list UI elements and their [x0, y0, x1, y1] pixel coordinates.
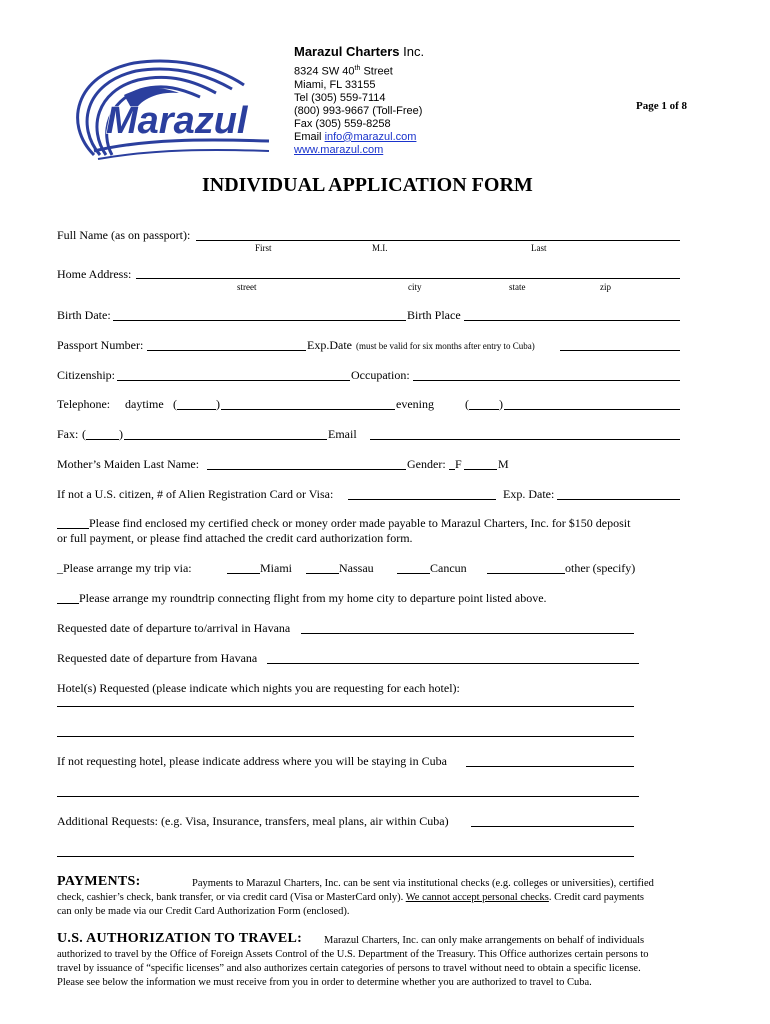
home-address-field[interactable] [136, 278, 680, 279]
phone-fax: Fax (305) 559-8258 [294, 117, 391, 130]
birth-date-field[interactable] [113, 320, 406, 321]
alien-exp-label: Exp. Date: [503, 487, 555, 501]
depart-to-havana-label: Requested date of departure to/arrival in Havana [57, 621, 291, 635]
payments-text-b: check, cashier’s check, bank transfer, or via credit card (Visa or MasterCard only). We cannot accept personal checks. Credit card payments [57, 892, 644, 903]
address-street: 8324 SW 40th Street [294, 65, 393, 78]
trip-miami-blank[interactable] [227, 573, 260, 574]
evening-area-field[interactable] [469, 409, 499, 410]
trip-miami-label: Miami [260, 561, 292, 575]
depart-from-havana-label: Requested date of departure from Havana [57, 651, 258, 665]
fax-area-close: ) [119, 427, 123, 441]
exp-date-note: (must be valid for six months after entry to Cuba) [356, 341, 535, 351]
authorization-text-b: authorized to travel by the Office of Foreign Assets Control of the U.S. Department of the Treasury. This Office authorizes certain persons to [57, 949, 649, 960]
name-first-hint: First [255, 243, 272, 253]
additional-field[interactable] [471, 826, 634, 827]
payments-text-a: Payments to Marazul Charters, Inc. can be sent via institutional checks (e.g. colleges or universities), certified [192, 878, 654, 889]
authorization-text-d: Please see below the information we must receive from you in order to determine whether you are authorized to travel to Cuba. [57, 977, 592, 988]
depart-to-havana-field[interactable] [301, 633, 634, 634]
passport-number-label: Passport Number: [57, 338, 144, 352]
maiden-name-label: Mother’s Maiden Last Name: [57, 457, 200, 471]
company-contact-block [294, 44, 424, 157]
company-name: Marazul Charters Inc. [294, 44, 425, 59]
email-field[interactable] [370, 439, 680, 440]
full-name-field[interactable] [196, 240, 680, 241]
passport-number-field[interactable] [147, 350, 306, 351]
website-link[interactable]: www.marazul.com [294, 143, 384, 156]
wave-logo-icon [54, 55, 276, 170]
maiden-name-field[interactable] [207, 469, 406, 470]
payments-heading: PAYMENTS: [57, 874, 141, 889]
evening-label: evening [396, 397, 434, 411]
email-line: Email info@marazul.com [294, 130, 417, 143]
hotels-field-2[interactable] [57, 736, 634, 737]
hotels-label: Hotel(s) Requested (please indicate which nights you are requesting for each hotel): [57, 681, 460, 695]
authorization-text-a: Marazul Charters, Inc. can only make arrangements on behalf of individuals [324, 935, 645, 946]
gender-label: Gender: [407, 457, 446, 471]
alien-reg-field[interactable] [348, 499, 496, 500]
payment-statement-line1: Please find enclosed my certified check or money order made payable to Marazul Charters, Inc. for $150 deposit [89, 516, 631, 530]
email-link[interactable]: info@marazul.com [324, 130, 417, 143]
alien-reg-label: If not a U.S. citizen, # of Alien Registration Card or Visa: [57, 487, 334, 501]
depart-from-havana-field[interactable] [267, 663, 639, 664]
address-city: Miami, FL 33155 [294, 78, 376, 91]
daytime-area-close: ) [216, 397, 220, 411]
additional-field-2[interactable] [57, 856, 634, 857]
page-indicator: Page 1 of 8 [636, 100, 688, 112]
addr-zip-hint: zip [600, 282, 611, 292]
addr-street-hint: street [237, 282, 257, 292]
authorization-text-c: travel by issuance of “specific licenses” and also authorizes certain categories of persons to travel without need to obtain a specific license. [57, 963, 641, 974]
trip-cancun-blank[interactable] [397, 573, 430, 574]
no-hotel-field[interactable] [466, 766, 634, 767]
name-last-hint: Last [531, 243, 547, 253]
name-mi-hint: M.I. [372, 243, 388, 253]
roundtrip-blank[interactable] [57, 603, 79, 604]
full-name-label: Full Name (as on passport): [57, 228, 191, 242]
daytime-phone-field[interactable] [221, 409, 395, 410]
authorization-heading: U.S. AUTHORIZATION TO TRAVEL: [57, 931, 303, 946]
fax-label: Fax: [57, 427, 79, 441]
email-field-label: Email [328, 427, 357, 441]
addr-city-hint: city [408, 282, 422, 292]
fax-area-open: ( [82, 427, 86, 441]
payment-statement-line2: or full payment, or please find attached the credit card authorization form. [57, 531, 413, 545]
additional-label: Additional Requests: (e.g. Visa, Insurance, transfers, meal plans, air within Cuba) [57, 814, 449, 828]
occupation-label: Occupation: [351, 368, 410, 382]
svg-text:Marazul: Marazul [106, 100, 248, 142]
daytime-area-open: ( [173, 397, 177, 411]
citizenship-label: Citizenship: [57, 368, 115, 382]
no-hotel-field-2[interactable] [57, 796, 639, 797]
phone-toll-free: (800) 993-9667 (Toll-Free) [294, 104, 423, 117]
payments-text-c: can only be made via our Credit Card Authorization Form (enclosed). [57, 906, 350, 917]
gender-f-label: F [455, 457, 462, 471]
passport-exp-field[interactable] [560, 350, 680, 351]
no-hotel-label: If not requesting hotel, please indicate address where you will be staying in Cuba [57, 754, 447, 768]
fax-number-field[interactable] [124, 439, 327, 440]
citizenship-field[interactable] [117, 380, 350, 381]
phone-tel: Tel (305) 559-7114 [294, 91, 386, 104]
gender-m-field[interactable] [464, 469, 497, 470]
home-address-label: Home Address: [57, 267, 132, 281]
birth-place-label: Birth Place [407, 308, 461, 322]
hotels-field-1[interactable] [57, 706, 634, 707]
addr-state-hint: state [509, 282, 526, 292]
form-title: INDIVIDUAL APPLICATION FORM [202, 174, 533, 196]
evening-area-open: ( [465, 397, 469, 411]
birth-date-label: Birth Date: [57, 308, 111, 322]
trip-other-label: other (specify) [565, 561, 636, 575]
trip-cancun-label: Cancun [430, 561, 467, 575]
birth-place-field[interactable] [464, 320, 680, 321]
exp-date-label: Exp.Date [307, 338, 352, 352]
evening-phone-field[interactable] [504, 409, 680, 410]
evening-area-close: ) [499, 397, 503, 411]
fax-area-field[interactable] [86, 439, 119, 440]
occupation-field[interactable] [413, 380, 680, 381]
telephone-label: Telephone: [57, 397, 111, 411]
alien-exp-field[interactable] [557, 499, 680, 500]
daytime-label: daytime [125, 397, 164, 411]
gender-m-label: M [498, 457, 509, 471]
roundtrip-label: Please arrange my roundtrip connecting flight from my home city to departure point listed above. [79, 591, 547, 605]
marazul-logo [54, 55, 276, 170]
daytime-area-field[interactable] [177, 409, 216, 410]
payment-check-blank[interactable] [57, 528, 89, 529]
no-personal-checks: We cannot accept personal checks [405, 892, 549, 903]
trip-other-blank[interactable] [487, 573, 565, 574]
trip-nassau-label: Nassau [339, 561, 374, 575]
trip-nassau-blank[interactable] [306, 573, 339, 574]
trip-via-label: _Please arrange my trip via: [57, 561, 192, 575]
